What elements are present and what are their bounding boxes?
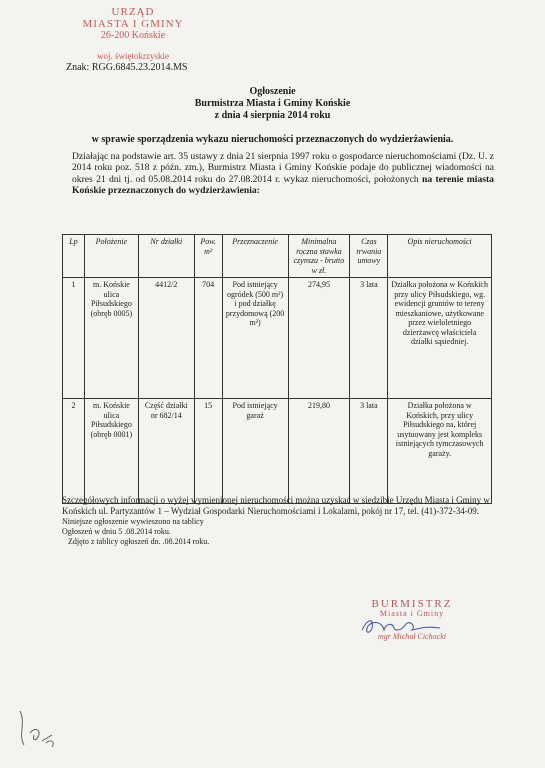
stamp-line-4: woj. świętokrzyskie bbox=[97, 51, 169, 61]
col-header: Lp bbox=[63, 235, 85, 278]
signature-title: BURMISTRZ bbox=[371, 598, 453, 610]
doc-issuer: Burmistrza Miasta i Gminy Końskie bbox=[194, 98, 351, 109]
cell-lp: 2 bbox=[63, 399, 85, 504]
cell-czas: 3 lata bbox=[350, 278, 388, 399]
cell-czas: 3 lata bbox=[350, 399, 388, 504]
col-header: Czas trwania umowy bbox=[350, 235, 388, 278]
cell-polozenie: m. Końskie ulica Piłsudskiego (obręb 0005) bbox=[84, 278, 138, 399]
cell-przeznaczenie: Pod istniejący garaż bbox=[222, 399, 288, 504]
footer-block bbox=[62, 495, 492, 547]
signature-stamp bbox=[352, 598, 472, 641]
cell-opis: Działka położona w Końskich, przy ulicy Piłsudskiego na, której usytuowany jest kompleks istniejących tymczasowych garaży. bbox=[388, 399, 492, 504]
footer-info: Szczegółowych informacji o wyżej wymienionej nieruchomości można uzyskać w siedzibie Urzędu Miasta i Gminy w Końskich ul. Partyzantów 1 – Wydział Gospodarki Nieruchomościami i Lokalami, pokój nr 17, tel. (41)-372-34-09. bbox=[62, 495, 490, 516]
cell-dzialka: Część działki nr 682/14 bbox=[138, 399, 194, 504]
cell-przeznaczenie: Pod istniejący ogródek (500 m²) i pod działkę przydomową (200 m²) bbox=[222, 278, 288, 399]
cell-dzialka: 4412/2 bbox=[138, 278, 194, 399]
property-table bbox=[62, 234, 492, 504]
stamp-line-2: MIASTA I GMINY bbox=[82, 18, 184, 30]
signature-scribble-icon bbox=[356, 616, 456, 638]
cell-opis: Działka położona w Końskich przy ulicy Piłsudskiego, wg. ewidencji gruntów to tereny mieszkaniowe, użytkowane przez wieloletniego dzierżawcę właściciela działki sąsiedniej. bbox=[388, 278, 492, 399]
intro-paragraph bbox=[72, 151, 494, 197]
col-header: Pow. m² bbox=[194, 235, 222, 278]
intro-text: Działając na podstawie art. 35 ustawy z dnia 21 sierpnia 1997 roku o gospodarce nieruchomościami (Dz. U. z 2014 roku poz. 518 z późn. zm.), Burmistrz Miasta i Gminy Końskie podaje do publicznej wiadomości na okres 21 dni tj. od 05.08.2014 roku do 27.08.2014 r. wykaz nieruchomości, położonych bbox=[72, 151, 494, 185]
stamp-line-1: URZĄD bbox=[111, 6, 155, 18]
footer-posted: Niniejsze ogłoszenie wywieszono na tablicy bbox=[62, 517, 204, 526]
signature-name: mgr Michał Cichocki bbox=[378, 632, 446, 641]
cell-polozenie: m. Końskie ulica Piłsudskiego (obręb 0001) bbox=[84, 399, 138, 504]
table-row bbox=[63, 399, 492, 504]
table-header-row bbox=[63, 235, 492, 278]
office-stamp bbox=[58, 6, 208, 61]
cell-stawka: 219,80 bbox=[288, 399, 350, 504]
doc-subject: w sprawie sporządzenia wykazu nieruchomości przeznaczonych do wydzierżawienia. bbox=[91, 134, 454, 145]
cell-stawka: 274,95 bbox=[288, 278, 350, 399]
col-header: Położenie bbox=[84, 235, 138, 278]
doc-date: z dnia 4 sierpnia 2014 roku bbox=[214, 110, 331, 121]
col-header: Przeznaczenie bbox=[222, 235, 288, 278]
footer-posted-date: Ogłoszeń w dniu 5 .08.2014 roku. bbox=[62, 527, 171, 536]
cell-lp: 1 bbox=[63, 278, 85, 399]
col-header: Nr działki bbox=[138, 235, 194, 278]
reference-number: Znak: RGG.6845.23.2014.MS bbox=[66, 62, 188, 73]
footer-removed-date: Zdjęto z tablicy ogłoszeń dn. .08.2014 roku. bbox=[68, 537, 210, 546]
table-row bbox=[63, 278, 492, 399]
cell-pow: 704 bbox=[194, 278, 222, 399]
col-header: Minimalna roczna stawka czynszu - brutto w zł. bbox=[288, 235, 350, 278]
pencil-mark-icon bbox=[12, 705, 72, 755]
stamp-line-3: 26-200 Końskie bbox=[100, 30, 166, 41]
intro-bold: na terenie miasta Końskie przeznaczonych do wydzierżawienia: bbox=[72, 173, 494, 197]
cell-pow: 15 bbox=[194, 399, 222, 504]
signature-subtitle: Miasta i Gminy bbox=[379, 609, 445, 618]
doc-title: Ogłoszenie bbox=[249, 86, 296, 97]
col-header: Opis nieruchomości bbox=[388, 235, 492, 278]
